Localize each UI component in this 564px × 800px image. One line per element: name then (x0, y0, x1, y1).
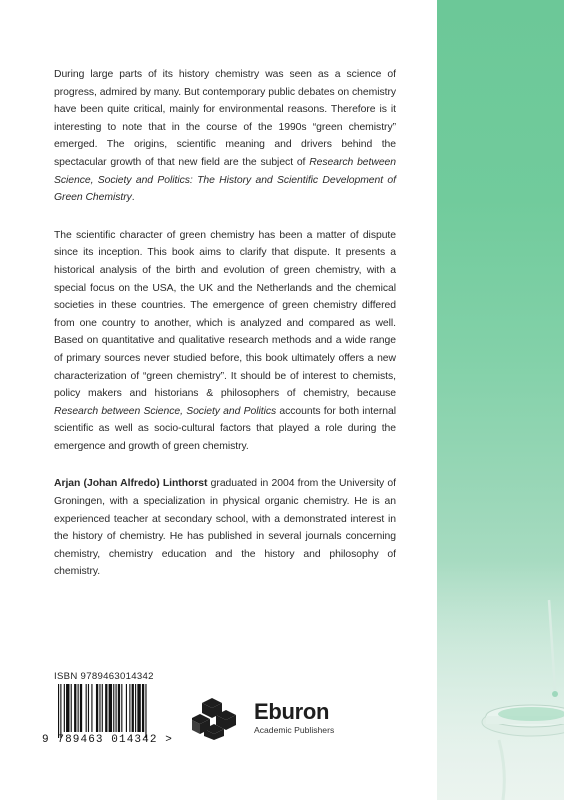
description-text-end: accounts for both internal scientific as well as socio-cultural factors that played a role during the emergence and growth of green chemistry. (54, 405, 396, 452)
lab-glassware-photo (437, 0, 564, 800)
barcode-digits: 9 789463 014342 > (42, 734, 173, 746)
publisher-subtitle: Academic Publishers (254, 725, 335, 735)
intro-text-end: . (131, 192, 135, 204)
author-bio-text: graduated in 2004 from the University of Groningen, with a specialization in physical organic chemistry. He is an experienced teacher at secondary school, with a demonstrated interest in the history of chemistry. He has published in several journals concerning chemistry, chemistry education and the history and philosophy of chemistry. (54, 478, 396, 578)
intro-paragraph (54, 66, 396, 207)
book-title-short-italic: Research between Science, Society and Politics (54, 405, 277, 417)
intro-text: During large parts of its history chemistry was seen as a science of progress, admired by many. But contemporary public debates on chemistry have been quite critical, mainly for environmental reasons. Therefore is it interesting to note that in the course of the 1990s “green chemistry” emerged. The origins, scientific meaning and drivers behind the spectacular growth of that new field are the subject of (54, 69, 396, 168)
book-title-italic: Research between Science, Society and Politics: The History and Scientific Development of Green Chemistry (54, 156, 397, 204)
description-text: The scientific character of green chemistry has been a matter of dispute since its inception. This book aims to clarify that dispute. It presents a historical analysis of the birth and evolution of green chemistry, with a special focus on the USA, the UK and the Netherlands and the chemical societies in these countries. The emergence of green chemistry differed from one country to another, which is analyzed and compared as well. Based on quantitative and qualitative research methods and a wide range of primary sources never studied before, this book ultimately offers a new characterization of “green chemistry”. It should be of interest to chemists, policy makers and historians & philosophers of chemistry, because (54, 229, 396, 400)
isbn-label: ISBN 9789463014342 (54, 671, 154, 682)
author-bio-paragraph (54, 475, 396, 581)
publisher-name: Eburon (254, 699, 330, 724)
cover-photo-strip (437, 0, 564, 800)
author-name: Arjan (Johan Alfredo) Linthorst (54, 478, 208, 490)
publisher-logo (192, 696, 334, 740)
back-cover-text (54, 66, 396, 601)
isbn-barcode (54, 684, 182, 740)
publisher-name-block (254, 701, 334, 735)
eburon-cubes-icon (192, 696, 246, 740)
description-paragraph (54, 227, 396, 456)
